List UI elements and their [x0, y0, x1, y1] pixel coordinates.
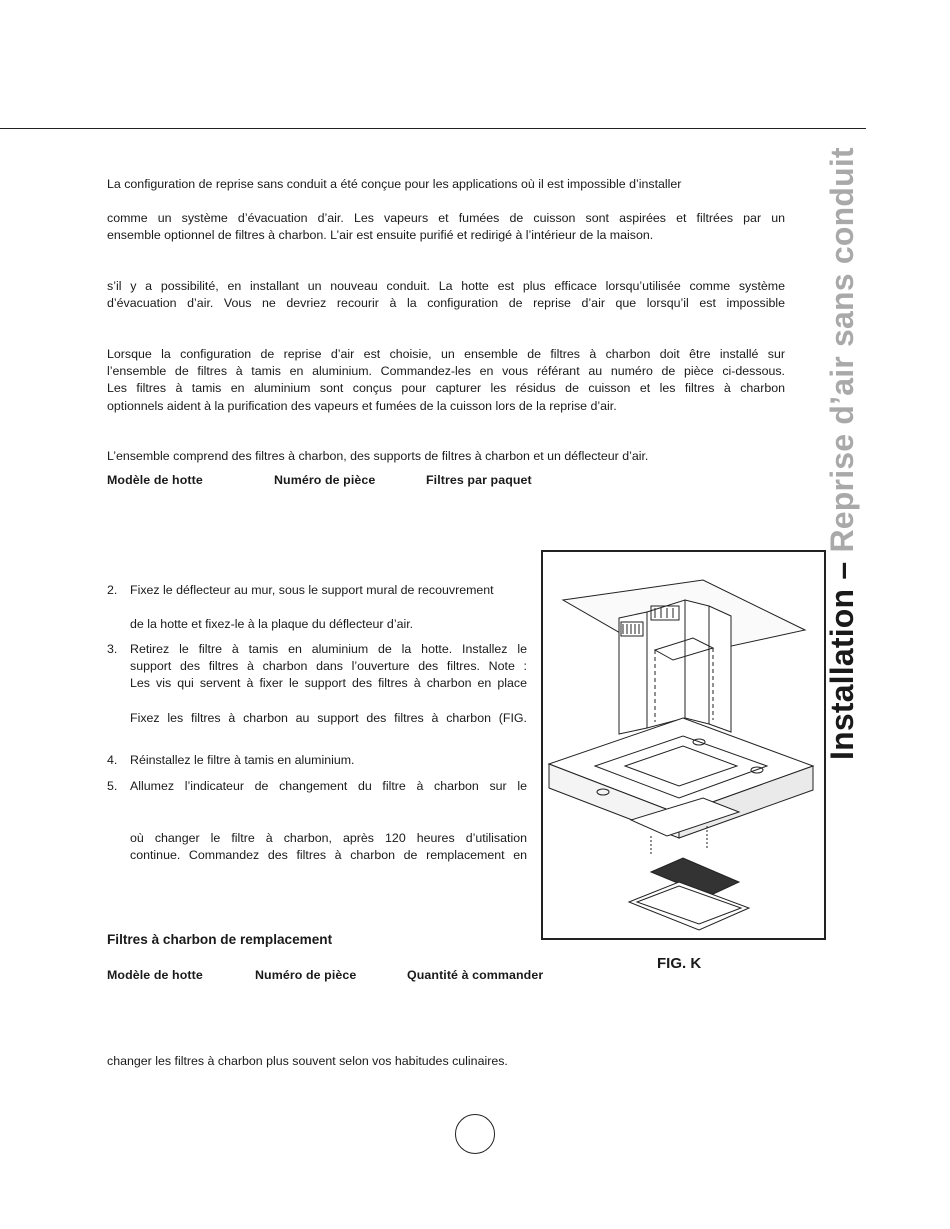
table1-header-filters-per-pack: Filtres par paquet — [426, 473, 532, 487]
text-line: comme un système d’évacuation d’air. Les vapeurs et fumées de cuisson sont aspirées et filtrées par un — [107, 211, 785, 225]
header-rule — [0, 128, 866, 129]
text-line: continue. Commandez des filtres à charbon de remplacement en — [130, 848, 527, 863]
text-line: Fixez les filtres à charbon au support des filtres à charbon (FIG. — [130, 711, 527, 725]
table2-header-quantity: Quantité à commander — [407, 968, 544, 982]
text-line: de la hotte et fixez-le à la plaque du déflecteur d’air. — [130, 617, 414, 631]
table1-header-part-number: Numéro de pièce — [274, 473, 376, 487]
side-title-part-1: Installation – — [824, 552, 860, 760]
text-line: où changer le filtre à charbon, après 120 heures d’utilisation — [130, 831, 527, 845]
intro-paragraph-5 — [107, 448, 785, 465]
closing-line — [107, 1053, 785, 1070]
text-line: Les filtres à tamis en aluminium sont conçus pour capturer les résidus de cuisson et les filtres à charbon — [107, 381, 785, 396]
step-number: 5. — [107, 779, 118, 793]
replacement-filters-heading: Filtres à charbon de remplacement — [107, 932, 333, 947]
text-line: La configuration de reprise sans conduit a été conçue pour les applications où il est impossible d’installer — [107, 177, 682, 191]
figure-label: FIG. K — [657, 955, 702, 972]
intro-paragraph-2 — [107, 210, 785, 244]
text-line: L’ensemble comprend des filtres à charbon, des supports de filtres à charbon et un déflecteur d’air. — [107, 449, 649, 463]
page-number-circle — [455, 1114, 495, 1154]
text-line: optionnels aident à la purification des vapeurs et fumées de la cuisson lors de la reprise d’air. — [107, 398, 617, 413]
text-line: Fixez le déflecteur au mur, sous le support mural de recouvrement — [130, 583, 494, 597]
intro-paragraph-4 — [107, 346, 785, 415]
side-title-part-2: Reprise d’air sans conduit — [824, 147, 860, 553]
step-number: 3. — [107, 642, 118, 656]
intro-paragraph-3 — [107, 278, 785, 312]
intro-paragraph-1 — [107, 176, 785, 193]
text-line: Les vis qui servent à fixer le support des filtres à charbon en place — [130, 676, 527, 691]
text-line: support des filtres à charbon dans l’ouverture des filtres. Note : — [130, 659, 527, 674]
table1-header-model: Modèle de hotte — [107, 473, 203, 487]
text-line: l’ensemble de filtres à tamis en aluminium. Commandez-les en vous référant au numéro de pièce ci-dessous. — [107, 364, 785, 379]
section-side-title — [824, 147, 884, 760]
text-line: changer les filtres à charbon plus souvent selon vos habitudes culinaires. — [107, 1054, 508, 1068]
text-line: Allumez l’indicateur de changement du filtre à charbon sur le — [130, 779, 527, 793]
text-line: d’évacuation d’air. Vous ne devriez recourir à la configuration de reprise d’air que lorsqu’il est impossible — [107, 296, 785, 311]
table2-header-model: Modèle de hotte — [107, 968, 203, 982]
range-hood-diagram — [543, 552, 824, 938]
text-line: Réinstallez le filtre à tamis en aluminium. — [130, 753, 355, 767]
text-line: ensemble optionnel de filtres à charbon. L’air est ensuite purifié et redirigé à l’intérieur de la maison. — [107, 228, 654, 243]
figure-k-frame — [541, 550, 826, 940]
text-line: s’il y a possibilité, en installant un nouveau conduit. La hotte est plus efficace lorsqu’utilisée comme système — [107, 279, 785, 293]
step-number: 2. — [107, 583, 118, 597]
table2-header-part-number: Numéro de pièce — [255, 968, 357, 982]
step-number: 4. — [107, 753, 118, 767]
text-line: Lorsque la configuration de reprise d’air est choisie, un ensemble de filtres à charbon doit être installé sur — [107, 347, 785, 361]
text-line: Retirez le filtre à tamis en aluminium de la hotte. Installez le — [130, 642, 527, 656]
